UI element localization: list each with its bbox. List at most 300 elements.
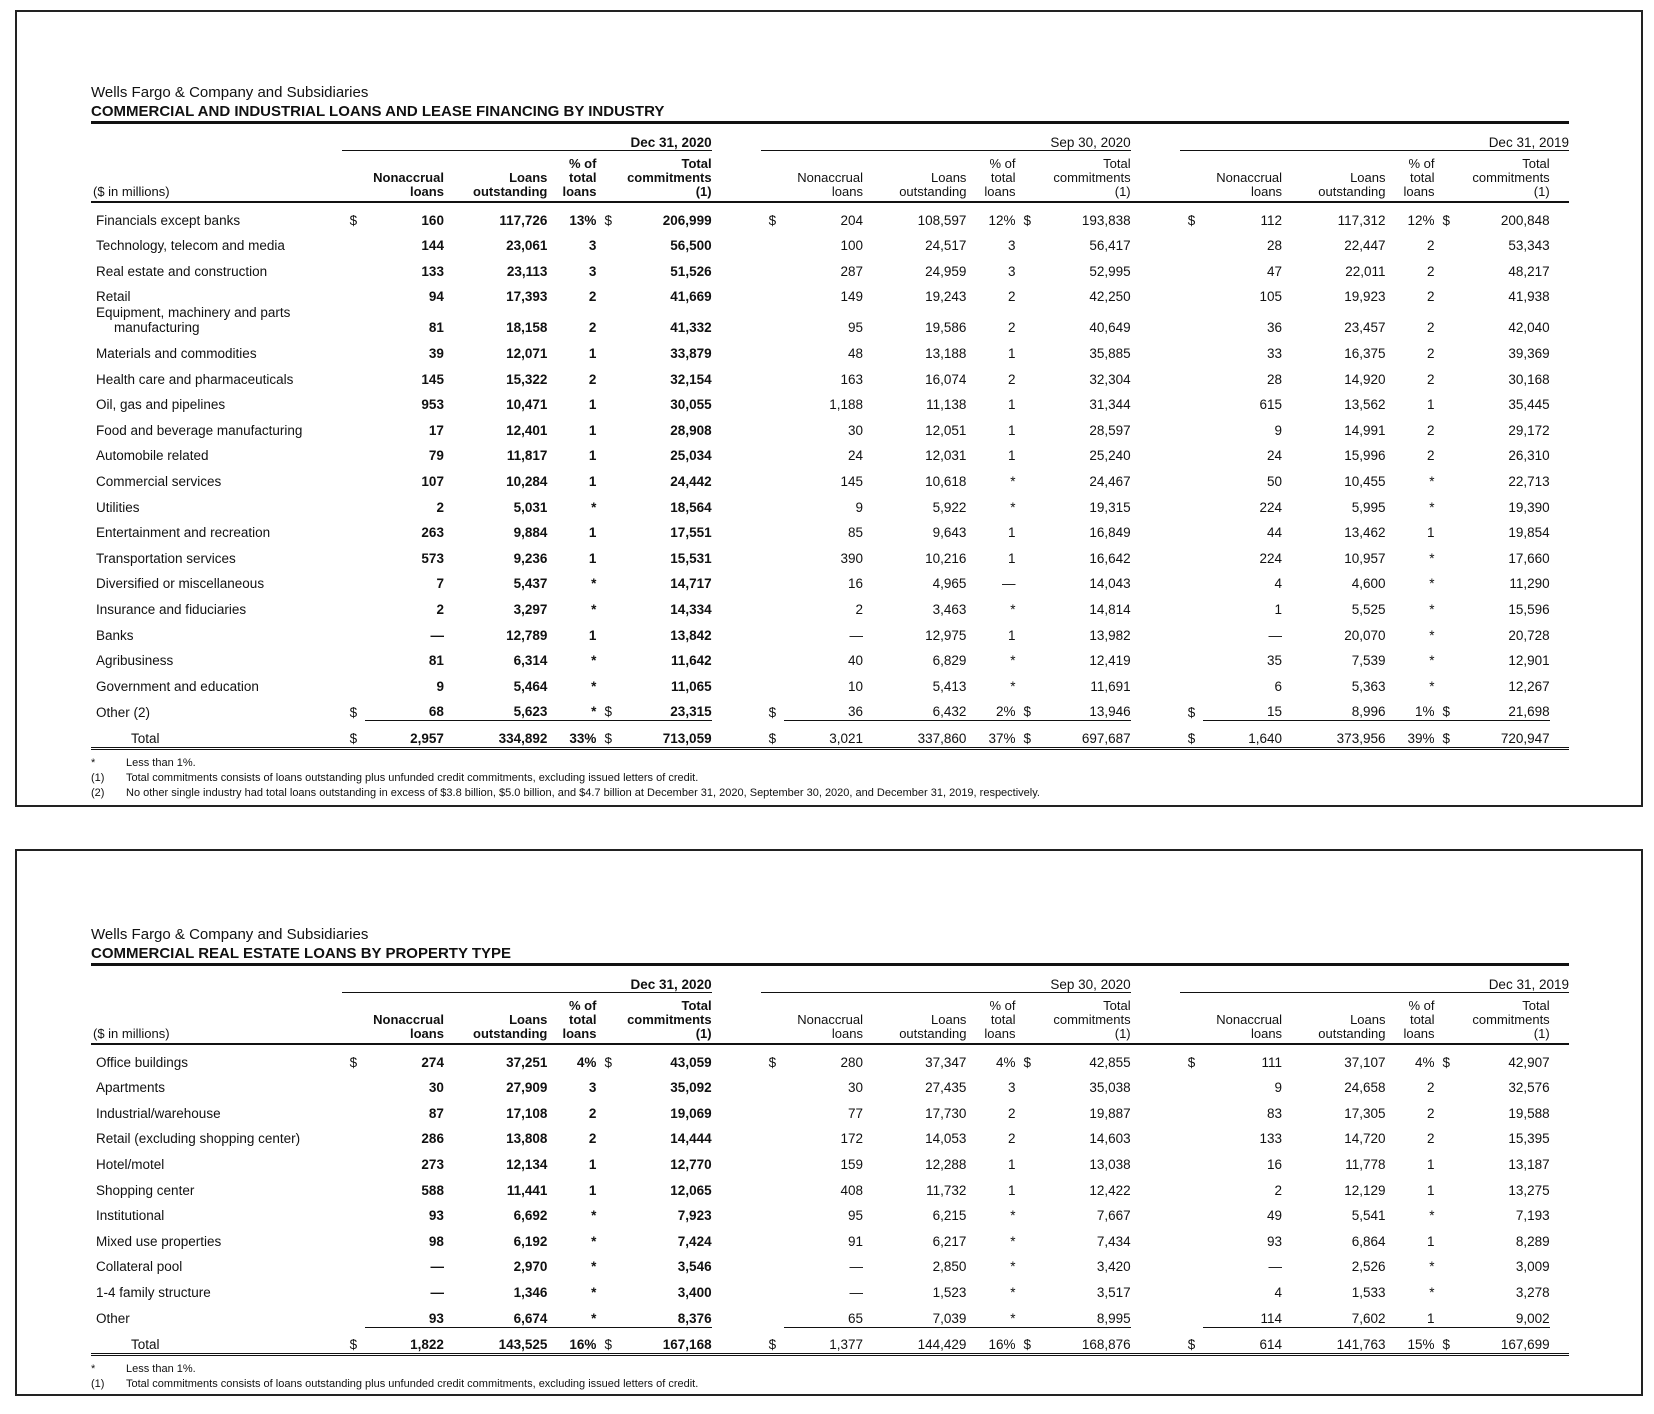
dollar-sign: $ bbox=[1180, 721, 1203, 749]
header-line: Loans bbox=[931, 1012, 967, 1027]
pct-total-value: 2 bbox=[1007, 289, 1016, 305]
loans-outstanding-value: 117,312 bbox=[1337, 212, 1386, 228]
pct-total-value: * bbox=[591, 1284, 597, 1300]
spacer bbox=[1180, 993, 1203, 1045]
pct-total-value: * bbox=[1429, 550, 1435, 566]
pct-total-value: * bbox=[1010, 1259, 1016, 1275]
nonaccrual-value: 263 bbox=[421, 525, 444, 541]
footnote bbox=[91, 1362, 1569, 1377]
table-row bbox=[91, 669, 1569, 695]
nonaccrual-value: 112 bbox=[1260, 212, 1283, 228]
dollar-sign bbox=[761, 541, 784, 567]
spacer bbox=[1131, 305, 1180, 336]
period-label: Dec 31, 2019 bbox=[1180, 970, 1569, 993]
nonaccrual-value: 2 bbox=[436, 601, 444, 617]
loans-outstanding-value: 117,726 bbox=[499, 212, 548, 228]
loans-outstanding-value: 13,808 bbox=[506, 1131, 548, 1147]
dollar-sign: $ bbox=[596, 695, 624, 721]
total-commitments-value: 41,332 bbox=[670, 320, 712, 336]
ci-loans-content bbox=[91, 83, 1569, 801]
header-line: Loans bbox=[1350, 1012, 1386, 1027]
dollar-sign bbox=[761, 1199, 784, 1225]
spacer bbox=[712, 1173, 761, 1199]
nonaccrual-value: 30 bbox=[847, 1080, 863, 1096]
dollar-sign bbox=[596, 541, 624, 567]
row-label: Transportation services bbox=[96, 550, 236, 566]
loans-outstanding-value: 24,517 bbox=[925, 238, 967, 254]
spacer bbox=[342, 993, 365, 1045]
pct-total-value: 2 bbox=[588, 1131, 597, 1147]
header-line: commitments bbox=[1472, 170, 1550, 185]
loans-outstanding-value: 37,347 bbox=[925, 1054, 967, 1070]
spacer bbox=[712, 388, 761, 414]
spacer bbox=[1550, 1199, 1569, 1225]
table-row bbox=[91, 516, 1569, 542]
total-commitments-value: 40,649 bbox=[1089, 320, 1131, 336]
spacer bbox=[712, 1044, 761, 1071]
pct-total-value: 2 bbox=[1427, 238, 1435, 254]
pct-total-value: * bbox=[591, 601, 597, 617]
spacer bbox=[712, 567, 761, 593]
dollar-sign bbox=[1435, 388, 1463, 414]
total-commitments-value: 35,038 bbox=[1089, 1080, 1131, 1096]
dollar-sign bbox=[596, 439, 624, 465]
spacer bbox=[712, 1147, 761, 1173]
period-label: Sep 30, 2020 bbox=[761, 128, 1131, 151]
total-row bbox=[91, 721, 1569, 749]
nonaccrual-value: — bbox=[849, 1259, 863, 1275]
spacer bbox=[1131, 128, 1180, 151]
dollar-sign bbox=[1015, 592, 1043, 618]
dollar-sign bbox=[596, 644, 624, 670]
total-commitments-value: 3,517 bbox=[1096, 1284, 1131, 1300]
table-row bbox=[91, 1224, 1569, 1250]
pct-total-value: * bbox=[591, 1208, 597, 1224]
loans-outstanding-header bbox=[863, 151, 966, 203]
total-commitments-value: 12,770 bbox=[670, 1156, 712, 1172]
nonaccrual-value: 9 bbox=[436, 678, 444, 694]
loans-outstanding-value: 1,533 bbox=[1351, 1284, 1386, 1300]
loans-outstanding-value: 10,455 bbox=[1344, 473, 1386, 489]
total-commitments-value: 12,065 bbox=[670, 1182, 712, 1198]
dollar-sign bbox=[761, 254, 784, 280]
total-commitments-value: 35,445 bbox=[1508, 397, 1550, 413]
header-line: Nonaccrual bbox=[1216, 1012, 1283, 1027]
table-row bbox=[91, 254, 1569, 280]
dollar-sign bbox=[342, 1173, 365, 1199]
loans-outstanding-value: 12,129 bbox=[1344, 1182, 1386, 1198]
nonaccrual-value: 81 bbox=[428, 320, 444, 336]
spacer bbox=[1550, 1096, 1569, 1122]
loans-outstanding-value: 6,314 bbox=[513, 653, 548, 669]
cre-loans-content bbox=[91, 925, 1569, 1392]
total-commitments-value: 11,290 bbox=[1509, 576, 1550, 592]
dollar-sign bbox=[342, 280, 365, 306]
total-commitments-header bbox=[596, 151, 711, 203]
dollar-sign bbox=[596, 464, 624, 490]
dollar-sign bbox=[1015, 229, 1043, 255]
spacer bbox=[1131, 1199, 1180, 1225]
total-commitments-value: 35,092 bbox=[670, 1080, 712, 1096]
total-commitments-value: 7,424 bbox=[677, 1233, 712, 1249]
pct-total-value: 3 bbox=[588, 238, 597, 254]
footnotes bbox=[91, 1362, 1569, 1392]
dollar-sign: $ bbox=[768, 704, 777, 720]
nonaccrual-header bbox=[365, 151, 444, 203]
dollar-sign bbox=[1015, 464, 1043, 490]
dollar-sign bbox=[1180, 1224, 1203, 1250]
nonaccrual-value: 17 bbox=[428, 422, 444, 438]
pct-total-value: 2 bbox=[588, 289, 597, 305]
dollar-sign bbox=[1015, 413, 1043, 439]
nonaccrual-value: 24 bbox=[1267, 448, 1283, 464]
pct-total-header bbox=[966, 151, 1015, 203]
spacer bbox=[1550, 254, 1569, 280]
loans-outstanding-value: 11,817 bbox=[506, 448, 548, 464]
loans-outstanding-value: 12,031 bbox=[925, 448, 967, 464]
spacer bbox=[1550, 439, 1569, 465]
dollar-sign bbox=[1435, 541, 1463, 567]
nonaccrual-value: 95 bbox=[847, 1208, 863, 1224]
pct-total-value: * bbox=[1429, 499, 1435, 515]
total-commitments-value: 53,343 bbox=[1508, 238, 1550, 254]
total-commitments-value: 193,838 bbox=[1081, 212, 1131, 228]
total-commitments-value: 17,551 bbox=[670, 525, 712, 541]
loans-outstanding-value: 24,658 bbox=[1344, 1080, 1386, 1096]
spacer bbox=[1131, 618, 1180, 644]
spacer bbox=[712, 1275, 761, 1301]
loans-outstanding-value: 5,525 bbox=[1351, 601, 1386, 617]
dollar-sign: $ bbox=[768, 212, 777, 228]
dollar-sign bbox=[1435, 336, 1463, 362]
total-commitments-value: 720,947 bbox=[1462, 721, 1549, 749]
dollar-sign bbox=[1180, 618, 1203, 644]
spacer bbox=[1131, 388, 1180, 414]
dollar-sign bbox=[596, 618, 624, 644]
dollar-sign bbox=[596, 1096, 624, 1122]
header-line: Total bbox=[681, 156, 712, 171]
spacer bbox=[712, 1250, 761, 1276]
dollar-sign bbox=[761, 1224, 784, 1250]
nonaccrual-value: 68 bbox=[365, 695, 444, 721]
total-commitments-value: 12,419 bbox=[1089, 653, 1131, 669]
dollar-sign bbox=[761, 1147, 784, 1173]
nonaccrual-value: 7 bbox=[436, 576, 444, 592]
nonaccrual-value: — bbox=[430, 1284, 444, 1300]
dollar-sign bbox=[1015, 516, 1043, 542]
row-label: Retail bbox=[96, 289, 131, 305]
header-line: outstanding bbox=[899, 184, 967, 199]
loans-outstanding-value: 3,463 bbox=[932, 601, 967, 617]
spacer bbox=[91, 128, 342, 151]
pct-total-value: 2 bbox=[1427, 263, 1435, 279]
spacer bbox=[1131, 1224, 1180, 1250]
spacer bbox=[1131, 567, 1180, 593]
spacer bbox=[1131, 1122, 1180, 1148]
table-row bbox=[91, 305, 1569, 336]
pct-total-value: 1 bbox=[588, 1182, 597, 1198]
pct-total-value: 33% bbox=[547, 721, 596, 749]
total-commitments-value: 8,376 bbox=[624, 1301, 711, 1327]
row-label: Materials and commodities bbox=[96, 345, 257, 361]
header-line: loans bbox=[562, 184, 597, 199]
dollar-sign bbox=[761, 336, 784, 362]
footnote-marker: (1) bbox=[91, 1378, 105, 1391]
nonaccrual-value: 145 bbox=[421, 371, 444, 387]
dollar-sign bbox=[1435, 516, 1463, 542]
loans-outstanding-value: 9,884 bbox=[513, 525, 548, 541]
row-label: Real estate and construction bbox=[96, 263, 268, 279]
pct-total-value: 2 bbox=[1427, 1131, 1435, 1147]
dollar-sign bbox=[761, 439, 784, 465]
nonaccrual-value: 4 bbox=[1274, 576, 1283, 592]
dollar-sign bbox=[342, 490, 365, 516]
spacer bbox=[1550, 669, 1569, 695]
nonaccrual-value: 133 bbox=[1259, 1131, 1283, 1147]
dollar-sign bbox=[761, 229, 784, 255]
pct-total-value: — bbox=[1001, 576, 1016, 592]
total-commitments-value: 200,848 bbox=[1500, 212, 1550, 228]
pct-total-value: * bbox=[1010, 1284, 1016, 1300]
pct-total-value: 2 bbox=[588, 1105, 597, 1121]
total-commitments-value: 32,304 bbox=[1089, 371, 1131, 387]
dollar-sign bbox=[1435, 669, 1463, 695]
loans-outstanding-value: 12,789 bbox=[506, 627, 548, 643]
dollar-sign bbox=[1180, 567, 1203, 593]
table-row bbox=[91, 1044, 1569, 1071]
spacer bbox=[1550, 721, 1569, 749]
total-commitments-value: 206,999 bbox=[662, 212, 712, 228]
loans-outstanding-header bbox=[444, 151, 547, 203]
spacer bbox=[1131, 516, 1180, 542]
dollar-sign: $ bbox=[1435, 721, 1463, 749]
dollar-sign bbox=[596, 592, 624, 618]
nonaccrual-value: 160 bbox=[421, 212, 444, 228]
spacer bbox=[1131, 1173, 1180, 1199]
loans-outstanding-value: 10,216 bbox=[925, 550, 967, 566]
loans-outstanding-value: 13,562 bbox=[1344, 397, 1386, 413]
spacer bbox=[712, 1071, 761, 1097]
dollar-sign bbox=[342, 1224, 365, 1250]
total-commitments-value: 30,168 bbox=[1508, 371, 1550, 387]
pct-total-value: 2 bbox=[1427, 345, 1435, 361]
spacer bbox=[1131, 644, 1180, 670]
total-commitments-value: 14,334 bbox=[670, 601, 712, 617]
nonaccrual-value: 1,822 bbox=[365, 1327, 444, 1355]
total-commitments-value: 25,034 bbox=[670, 448, 712, 464]
row-label: Mixed use properties bbox=[96, 1233, 222, 1249]
nonaccrual-value: 3,021 bbox=[784, 721, 863, 749]
pct-total-value: 2 bbox=[1427, 422, 1435, 438]
footnote-marker: * bbox=[91, 756, 96, 769]
total-commitments-value: 3,278 bbox=[1515, 1284, 1550, 1300]
dollar-sign bbox=[1180, 1301, 1203, 1327]
pct-total-value: 2 bbox=[1427, 1080, 1435, 1096]
total-commitments-value: 19,588 bbox=[1508, 1105, 1550, 1121]
total-commitments-value: 13,187 bbox=[1508, 1156, 1550, 1172]
nonaccrual-value: 16 bbox=[1267, 1156, 1283, 1172]
header-line: loans bbox=[1403, 184, 1435, 199]
pct-total-value: 1 bbox=[1007, 448, 1016, 464]
nonaccrual-value: 1 bbox=[1274, 601, 1283, 617]
loans-outstanding-value: 11,138 bbox=[926, 397, 967, 413]
dollar-sign bbox=[1180, 490, 1203, 516]
table-row bbox=[91, 388, 1569, 414]
dollar-sign bbox=[1015, 644, 1043, 670]
dollar-sign bbox=[1015, 541, 1043, 567]
dollar-sign: $ bbox=[1187, 1054, 1196, 1070]
nonaccrual-value: 100 bbox=[840, 238, 863, 254]
period-label: Dec 31, 2020 bbox=[342, 970, 712, 993]
header-line: Total bbox=[1103, 998, 1131, 1013]
table-row bbox=[91, 362, 1569, 388]
spacer bbox=[1550, 592, 1569, 618]
row-label: Equipment, machinery and parts manufacturing bbox=[96, 305, 291, 336]
loans-outstanding-value: 12,134 bbox=[506, 1156, 548, 1172]
spacer bbox=[761, 151, 784, 203]
header-line: loans bbox=[409, 184, 444, 199]
nonaccrual-value: 224 bbox=[1259, 499, 1283, 515]
dollar-sign bbox=[342, 305, 365, 336]
dollar-sign: $ bbox=[1015, 695, 1043, 721]
spacer bbox=[712, 202, 761, 229]
total-commitments-value: 3,420 bbox=[1096, 1259, 1131, 1275]
company-name: Wells Fargo & Company and Subsidiaries bbox=[91, 926, 369, 943]
spacer bbox=[712, 1096, 761, 1122]
dollar-sign bbox=[1015, 1122, 1043, 1148]
total-commitments-value: 35,885 bbox=[1089, 345, 1131, 361]
nonaccrual-value: 1,377 bbox=[784, 1327, 863, 1355]
dollar-sign bbox=[1435, 1147, 1463, 1173]
dollar-sign bbox=[596, 1173, 624, 1199]
period-label: Dec 31, 2019 bbox=[1180, 128, 1569, 151]
nonaccrual-value: 28 bbox=[1267, 371, 1283, 387]
loans-outstanding-value: 19,586 bbox=[925, 320, 967, 336]
nonaccrual-value: 390 bbox=[840, 550, 863, 566]
footnote-text: Total commitments consists of loans outstanding plus unfunded credit commitments, excluding issued letters of credit. bbox=[126, 1378, 699, 1391]
nonaccrual-value: 159 bbox=[840, 1156, 863, 1172]
total-commitments-header bbox=[1435, 151, 1550, 203]
loans-outstanding-header bbox=[444, 993, 547, 1045]
table-row bbox=[91, 1096, 1569, 1122]
spacer bbox=[761, 993, 784, 1045]
total-commitments-value: 48,217 bbox=[1508, 263, 1550, 279]
total-commitments-value: 12,267 bbox=[1508, 678, 1550, 694]
total-commitments-header bbox=[1435, 993, 1550, 1045]
dollar-sign bbox=[1180, 1199, 1203, 1225]
row-label: 1-4 family structure bbox=[96, 1284, 211, 1300]
total-commitments-value: 52,995 bbox=[1089, 263, 1131, 279]
dollar-sign bbox=[1180, 362, 1203, 388]
total-commitments-value: 16,849 bbox=[1089, 525, 1131, 541]
dollar-sign bbox=[342, 1199, 365, 1225]
row-label: Health care and pharmaceuticals bbox=[96, 371, 294, 387]
pct-total-value: 2 bbox=[1007, 1131, 1016, 1147]
dollar-sign bbox=[342, 541, 365, 567]
table-row bbox=[91, 1147, 1569, 1173]
header-line: % of bbox=[989, 998, 1016, 1013]
nonaccrual-value: 39 bbox=[428, 345, 444, 361]
loans-outstanding-value: 22,447 bbox=[1344, 238, 1386, 254]
footnote bbox=[91, 756, 1569, 771]
spacer bbox=[1131, 1044, 1180, 1071]
header-line: loans bbox=[409, 1026, 444, 1041]
dollar-sign bbox=[342, 229, 365, 255]
total-commitments-value: 51,526 bbox=[670, 263, 712, 279]
dollar-sign bbox=[1015, 1275, 1043, 1301]
header-line: loans bbox=[1403, 1026, 1435, 1041]
spacer bbox=[1550, 1044, 1569, 1071]
nonaccrual-value: 145 bbox=[840, 473, 863, 489]
loans-outstanding-value: 27,435 bbox=[925, 1080, 967, 1096]
dollar-sign bbox=[596, 1122, 624, 1148]
pct-total-value: 1 bbox=[1007, 525, 1016, 541]
nonaccrual-value: 81 bbox=[428, 653, 444, 669]
pct-total-value: 1 bbox=[1385, 1301, 1434, 1327]
loans-outstanding-value: 23,457 bbox=[1344, 320, 1386, 336]
dollar-sign bbox=[761, 1071, 784, 1097]
pct-total-value: * bbox=[1429, 473, 1435, 489]
header-line: Nonaccrual bbox=[1216, 170, 1283, 185]
loans-outstanding-value: 6,674 bbox=[444, 1301, 547, 1327]
header-line: Loans bbox=[509, 170, 548, 185]
spacer bbox=[712, 970, 761, 993]
nonaccrual-value: 1,640 bbox=[1203, 721, 1282, 749]
nonaccrual-value: 44 bbox=[1267, 525, 1283, 541]
dollar-sign: $ bbox=[349, 1054, 358, 1070]
spacer bbox=[712, 305, 761, 336]
nonaccrual-value: 274 bbox=[421, 1054, 444, 1070]
spacer bbox=[1550, 618, 1569, 644]
pct-total-value: 3 bbox=[588, 1080, 597, 1096]
loans-outstanding-value: 27,909 bbox=[506, 1080, 548, 1096]
dollar-sign bbox=[596, 516, 624, 542]
spacer bbox=[1550, 1275, 1569, 1301]
dollar-sign bbox=[596, 567, 624, 593]
dollar-sign bbox=[1180, 305, 1203, 336]
total-commitments-value: 7,667 bbox=[1096, 1208, 1131, 1224]
row-label: Total bbox=[91, 1327, 342, 1355]
loans-outstanding-value: 12,288 bbox=[925, 1156, 967, 1172]
dollar-sign bbox=[342, 516, 365, 542]
spacer bbox=[1550, 695, 1569, 721]
total-commitments-value: 42,040 bbox=[1508, 320, 1550, 336]
spacer bbox=[1131, 464, 1180, 490]
nonaccrual-value: 16 bbox=[847, 576, 863, 592]
header-line: Loans bbox=[931, 170, 967, 185]
pct-total-value: 1 bbox=[1427, 397, 1435, 413]
header-line: Total bbox=[1522, 998, 1550, 1013]
spacer bbox=[1131, 202, 1180, 229]
spacer bbox=[1131, 721, 1180, 749]
nonaccrual-value: 98 bbox=[428, 1233, 444, 1249]
nonaccrual-value: 49 bbox=[1267, 1208, 1283, 1224]
header-line: commitments bbox=[1472, 1012, 1550, 1027]
dollar-sign bbox=[596, 1275, 624, 1301]
dollar-sign bbox=[761, 362, 784, 388]
total-commitments-value: 14,603 bbox=[1089, 1131, 1131, 1147]
footnotes bbox=[91, 756, 1569, 801]
nonaccrual-value: 287 bbox=[840, 263, 863, 279]
total-commitments-value: 19,069 bbox=[670, 1105, 712, 1121]
nonaccrual-value: — bbox=[849, 627, 863, 643]
total-commitments-value: 19,887 bbox=[1089, 1105, 1131, 1121]
nonaccrual-value: 9 bbox=[1274, 1080, 1283, 1096]
nonaccrual-value: 77 bbox=[847, 1105, 863, 1121]
spacer bbox=[1550, 567, 1569, 593]
pct-total-value: 2 bbox=[1427, 371, 1435, 387]
dollar-sign: $ bbox=[1015, 1327, 1043, 1355]
